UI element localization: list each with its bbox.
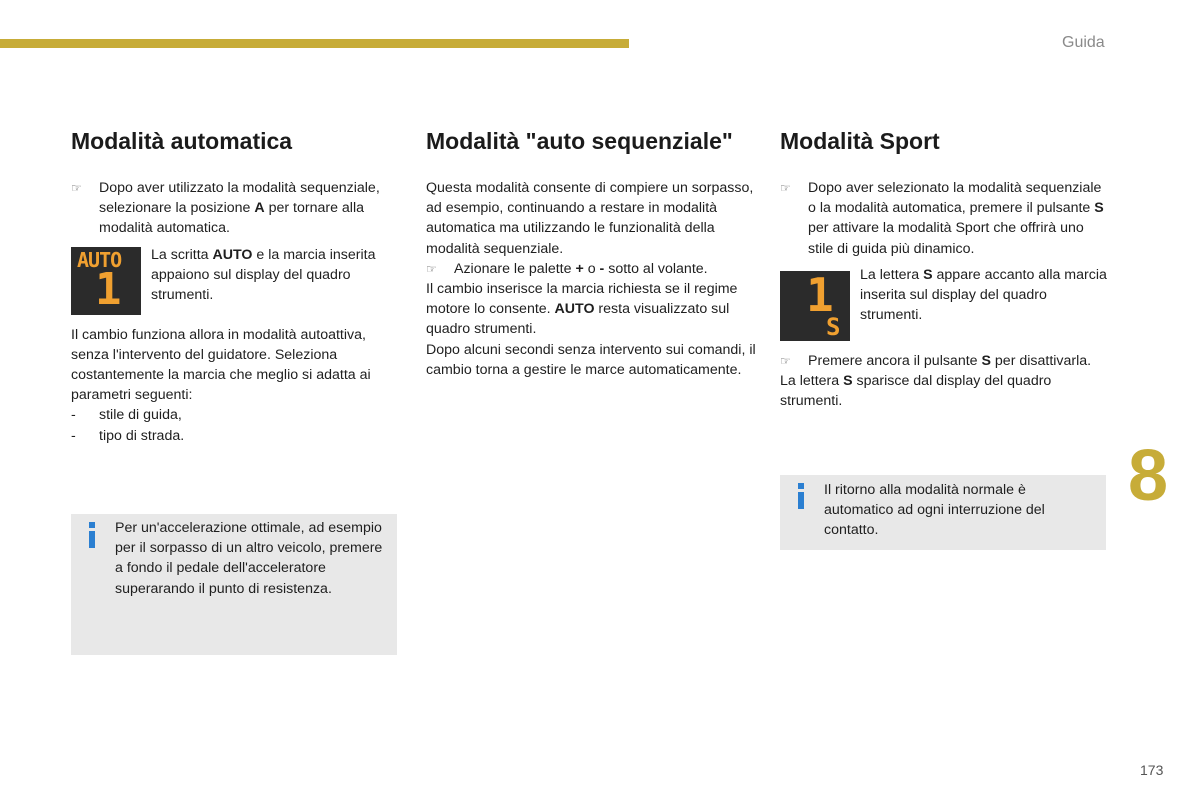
instrument-display-auto [71,247,141,315]
info-note-text: Per un'accelerazione ottimale, ad esempio per il sorpasso di un altro veicolo, premere a fondo il pedale dell'acceleratore superarando il punto di resistenza. [115,520,383,597]
display-gear-number: 1 [95,263,122,315]
pointing-finger-icon: ☞ [780,181,791,195]
paragraph: Il cambio inserisce la marcia richiesta se il regime motore lo consente. AUTO resta visualizzato sul quadro strumenti. [426,281,738,338]
column-sport-mode [780,124,1110,411]
info-note-box [780,475,1106,550]
display-sport-indicator: S [826,312,841,341]
chapter-number: 8 [1128,436,1169,516]
display-figure-sport [780,265,1110,341]
column-automatic-mode [71,124,401,446]
info-icon [85,522,99,550]
instrument-display-sport [780,271,850,341]
paragraph: Questa modalità consente di compiere un sorpasso, ad esempio, continuando a restare in modalità automatica ma utilizzando le funzionalità della modalità sequenziale. [426,180,754,257]
instruction-bullet: ☞ Azionare le palette + o - sotto al volante. [426,259,756,279]
list-item: - stile di guida, [71,407,182,424]
info-note-box [71,514,397,655]
info-note-text: Il ritorno alla modalità normale è automatico ad ogni interruzione del contatto. [824,482,1045,539]
figure-caption: La scritta AUTO e la marcia inserita appaiono sul display del quadro strumenti. [151,246,376,304]
instruction-bullet: ☞ Dopo aver utilizzato la modalità sequenziale, selezionare la posizione A per tornare alla modalità automatica. [71,180,380,237]
header-accent-bar [0,39,629,48]
page-number: 173 [1140,762,1164,778]
display-auto-label: AUTO [77,247,122,272]
pointing-finger-icon: ☞ [780,353,791,368]
column-auto-sequential-mode [426,124,756,380]
section-title-auto-sequential: Modalità "auto sequenziale" [426,128,733,154]
display-gear-number: 1 [806,270,834,322]
pointing-finger-icon: ☞ [426,261,437,276]
paragraph: Il cambio funziona allora in modalità autoattiva, senza l'intervento del guidatore. Seleziona costantemente la marcia che meglio si adatta ai parametri seguenti: [71,326,371,404]
section-title-sport: Modalità Sport [780,128,940,154]
list-item: - tipo di strada. [71,427,185,444]
display-figure-auto [71,245,401,315]
paragraph: La lettera S sparisce dal display del quadro strumenti. [780,373,1052,410]
paragraph: Dopo alcuni secondi senza intervento sui comandi, il cambio torna a gestire le marce automaticamente. [426,341,756,378]
instruction-bullet: ☞ Premere ancora il pulsante S per disattivarla. [780,351,1110,371]
section-label: Guida [1062,34,1105,51]
figure-caption: La lettera S appare accanto alla marcia inserita sul display del quadro strumenti. [860,266,1107,324]
pointing-finger-icon: ☞ [71,181,82,195]
section-title-automatic: Modalità automatica [71,128,293,154]
info-icon [794,483,808,511]
instruction-bullet: ☞ Dopo aver selezionato la modalità sequenziale o la modalità automatica, premere il pulsante S per attivare la modalità Sport che offrirà uno stile di guida più dinamico. [780,180,1104,257]
